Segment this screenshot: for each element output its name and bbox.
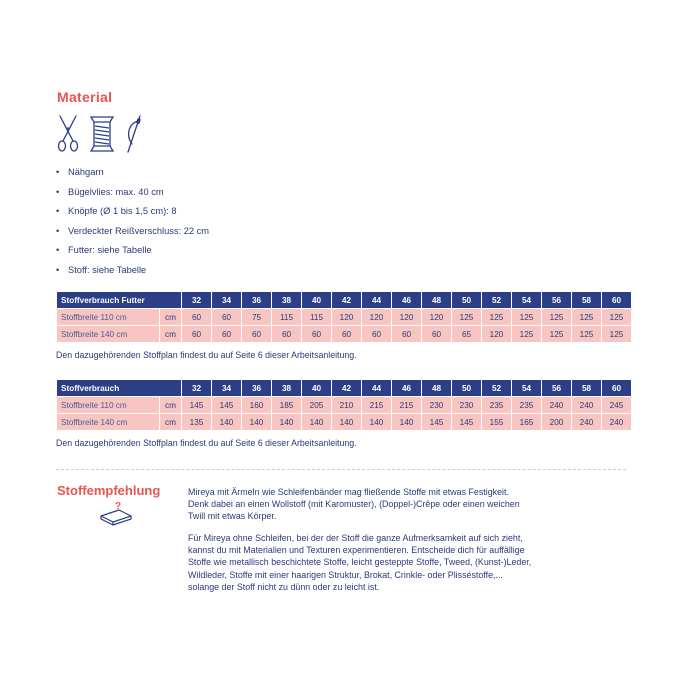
table-cell: 145 bbox=[452, 414, 482, 431]
list-item: • Nähgarn bbox=[56, 166, 209, 186]
table-row bbox=[57, 309, 632, 326]
table-cell: 120 bbox=[392, 309, 422, 326]
recommendation-paragraph-1 bbox=[188, 486, 628, 523]
size-header: 34 bbox=[212, 292, 242, 309]
table-cell: 125 bbox=[602, 309, 632, 326]
table-fabric-usage bbox=[56, 379, 632, 431]
table-cell: 240 bbox=[572, 397, 602, 414]
stoffempfehlung-heading: Stoffempfehlung bbox=[57, 483, 161, 498]
size-header: 54 bbox=[512, 292, 542, 309]
table-cell: 210 bbox=[332, 397, 362, 414]
table-row bbox=[57, 397, 632, 414]
size-header: 58 bbox=[572, 292, 602, 309]
size-header: 48 bbox=[422, 292, 452, 309]
list-item: • Bügelvlies: max. 40 cm bbox=[56, 186, 209, 206]
sewing-needle-icon bbox=[122, 114, 146, 154]
table-cell: 125 bbox=[452, 309, 482, 326]
size-header: 50 bbox=[452, 292, 482, 309]
table-cell: 60 bbox=[182, 326, 212, 343]
text-line: Stoffe wie metallisch beschichtete Stoffe, leicht gesteppte Stoffe, Tweed, (Kunst-)Leder, bbox=[188, 557, 532, 568]
size-header: 46 bbox=[392, 292, 422, 309]
table-cell: 125 bbox=[542, 326, 572, 343]
section-divider bbox=[56, 469, 626, 470]
table-cell: 155 bbox=[482, 414, 512, 431]
list-item: • Verdeckter Reißverschluss: 22 cm bbox=[56, 225, 209, 245]
thread-spool-icon bbox=[88, 114, 116, 154]
size-header: 42 bbox=[332, 380, 362, 397]
table-note: Den dazugehörenden Stoffplan findest du auf Seite 6 dieser Arbeitsanleitung. bbox=[56, 438, 357, 448]
table-cell: 140 bbox=[212, 414, 242, 431]
material-list bbox=[56, 166, 209, 283]
size-header: 60 bbox=[602, 380, 632, 397]
row-label: Stoffbreite 140 cm bbox=[57, 414, 160, 431]
table-cell: 125 bbox=[602, 326, 632, 343]
table-cell: 125 bbox=[512, 326, 542, 343]
text-line: solange der Stoff nicht zu dünn oder zu leicht ist. bbox=[188, 581, 380, 592]
table-cell: 215 bbox=[392, 397, 422, 414]
size-header: 58 bbox=[572, 380, 602, 397]
table-lining-usage bbox=[56, 291, 632, 343]
table-cell: 120 bbox=[482, 326, 512, 343]
text-line: Für Mireya ohne Schleifen, bei der der Stoff die ganze Aufmerksamkeit auf sich zieht, bbox=[188, 533, 523, 543]
table-cell: 140 bbox=[242, 414, 272, 431]
table-cell: 215 bbox=[362, 397, 392, 414]
list-item: • Futter: siehe Tabelle bbox=[56, 244, 209, 264]
table-cell: 60 bbox=[422, 326, 452, 343]
table-cell: 140 bbox=[392, 414, 422, 431]
table-cell: 60 bbox=[212, 326, 242, 343]
size-header: 54 bbox=[512, 380, 542, 397]
table-cell: 145 bbox=[182, 397, 212, 414]
row-label: Stoffbreite 110 cm bbox=[57, 397, 160, 414]
table-row bbox=[57, 326, 632, 343]
text-line: kannst du mit Materialien und Texturen experimentieren. Entscheide dich für auffällige bbox=[188, 545, 525, 556]
table-cell: 75 bbox=[242, 309, 272, 326]
table-cell: 60 bbox=[302, 326, 332, 343]
table-cell: 245 bbox=[602, 397, 632, 414]
size-header: 50 bbox=[452, 380, 482, 397]
size-header: 52 bbox=[482, 292, 512, 309]
table-cell: 165 bbox=[512, 414, 542, 431]
table-cell: 60 bbox=[272, 326, 302, 343]
table-cell: 115 bbox=[272, 309, 302, 326]
text-line: Wildleder, Stoffe mit einer haarigen Struktur, Brokat, Crinkle- oder Plisséstoffe,... bbox=[188, 569, 503, 580]
size-header: 40 bbox=[302, 292, 332, 309]
table-header-row bbox=[57, 292, 632, 309]
size-header: 44 bbox=[362, 292, 392, 309]
size-header: 56 bbox=[542, 380, 572, 397]
table-header-row bbox=[57, 380, 632, 397]
svg-text:?: ? bbox=[115, 501, 122, 512]
table-cell: 120 bbox=[332, 309, 362, 326]
table-cell: 240 bbox=[542, 397, 572, 414]
row-unit: cm bbox=[160, 397, 182, 414]
list-item: • Knöpfe (Ø 1 bis 1,5 cm): 8 bbox=[56, 205, 209, 225]
table-cell: 145 bbox=[422, 414, 452, 431]
table-cell: 140 bbox=[302, 414, 332, 431]
table-cell: 145 bbox=[212, 397, 242, 414]
size-header: 36 bbox=[242, 380, 272, 397]
fabric-stack-icon bbox=[99, 500, 133, 526]
table-cell: 60 bbox=[182, 309, 212, 326]
table-cell: 240 bbox=[572, 414, 602, 431]
table-header-label: Stoffverbrauch Futter bbox=[57, 292, 182, 309]
table-cell: 125 bbox=[512, 309, 542, 326]
table-cell: 235 bbox=[512, 397, 542, 414]
size-header: 46 bbox=[392, 380, 422, 397]
size-header: 36 bbox=[242, 292, 272, 309]
size-header: 40 bbox=[302, 380, 332, 397]
table-cell: 125 bbox=[482, 309, 512, 326]
table-header-label: Stoffverbrauch bbox=[57, 380, 182, 397]
table-cell: 230 bbox=[452, 397, 482, 414]
table-cell: 60 bbox=[242, 326, 272, 343]
size-header: 48 bbox=[422, 380, 452, 397]
row-label: Stoffbreite 110 cm bbox=[57, 309, 160, 326]
table-cell: 140 bbox=[272, 414, 302, 431]
text-line: Twill mit etwas Körper. bbox=[188, 511, 277, 522]
table-cell: 230 bbox=[422, 397, 452, 414]
row-unit: cm bbox=[160, 414, 182, 431]
row-unit: cm bbox=[160, 326, 182, 343]
table-cell: 60 bbox=[362, 326, 392, 343]
table-cell: 240 bbox=[602, 414, 632, 431]
table-cell: 135 bbox=[182, 414, 212, 431]
table-cell: 120 bbox=[362, 309, 392, 326]
table-cell: 125 bbox=[572, 326, 602, 343]
table-cell: 125 bbox=[542, 309, 572, 326]
table-row bbox=[57, 414, 632, 431]
scissors-icon bbox=[56, 114, 80, 154]
table-cell: 140 bbox=[332, 414, 362, 431]
table-cell: 125 bbox=[572, 309, 602, 326]
size-header: 60 bbox=[602, 292, 632, 309]
table-cell: 185 bbox=[272, 397, 302, 414]
size-header: 34 bbox=[212, 380, 242, 397]
size-header: 38 bbox=[272, 292, 302, 309]
material-icons bbox=[56, 114, 156, 156]
size-header: 32 bbox=[182, 292, 212, 309]
table-cell: 60 bbox=[392, 326, 422, 343]
table-cell: 120 bbox=[422, 309, 452, 326]
size-header: 44 bbox=[362, 380, 392, 397]
size-header: 42 bbox=[332, 292, 362, 309]
text-line: Denk dabei an einen Wollstoff (mit Karomuster), (Doppel-)Crêpe oder einen weichen bbox=[188, 499, 520, 510]
size-header: 56 bbox=[542, 292, 572, 309]
recommendation-paragraph-2 bbox=[188, 532, 628, 593]
table-cell: 115 bbox=[302, 309, 332, 326]
text-line: Mireya mit Ärmeln wie Schleifenbänder mag fließende Stoffe mit etwas Festigkeit. bbox=[188, 487, 509, 497]
table-note: Den dazugehörenden Stoffplan findest du auf Seite 6 dieser Arbeitsanleitung. bbox=[56, 350, 357, 360]
table-cell: 205 bbox=[302, 397, 332, 414]
table-cell: 60 bbox=[212, 309, 242, 326]
table-cell: 200 bbox=[542, 414, 572, 431]
material-heading: Material bbox=[57, 89, 113, 105]
table-cell: 140 bbox=[362, 414, 392, 431]
table-cell: 235 bbox=[482, 397, 512, 414]
table-cell: 65 bbox=[452, 326, 482, 343]
list-item: • Stoff: siehe Tabelle bbox=[56, 264, 209, 284]
row-label: Stoffbreite 140 cm bbox=[57, 326, 160, 343]
table-cell: 60 bbox=[332, 326, 362, 343]
size-header: 52 bbox=[482, 380, 512, 397]
table-cell: 160 bbox=[242, 397, 272, 414]
row-unit: cm bbox=[160, 309, 182, 326]
size-header: 38 bbox=[272, 380, 302, 397]
size-header: 32 bbox=[182, 380, 212, 397]
